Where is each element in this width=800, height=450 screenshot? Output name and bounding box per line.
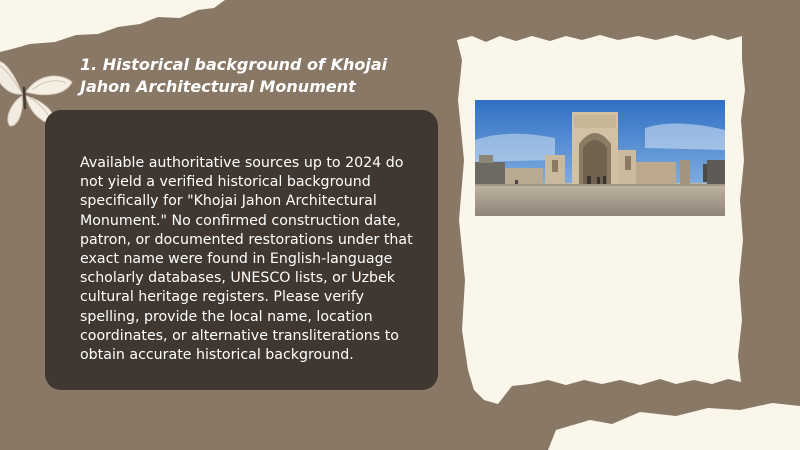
slide-title: 1. Historical background of Khojai Jahon Architectural Monument: [80, 55, 388, 96]
text-box: [45, 110, 438, 390]
body-text: Available authoritative sources up to 2024 do not yield a verified historical background specifically for "Khojai Jahon Architectural Monument." No confirmed construction date, patron, or documented restorations under that exact name were found in English-language scholarly databases, UNESCO lists, or Uzbek cultural heritage registers. Please verify spelling, provide the local name, location coordinates, or alternative transliterations to obtain accurate historical background.: [80, 155, 413, 364]
monument-gate-photo: [475, 100, 725, 216]
